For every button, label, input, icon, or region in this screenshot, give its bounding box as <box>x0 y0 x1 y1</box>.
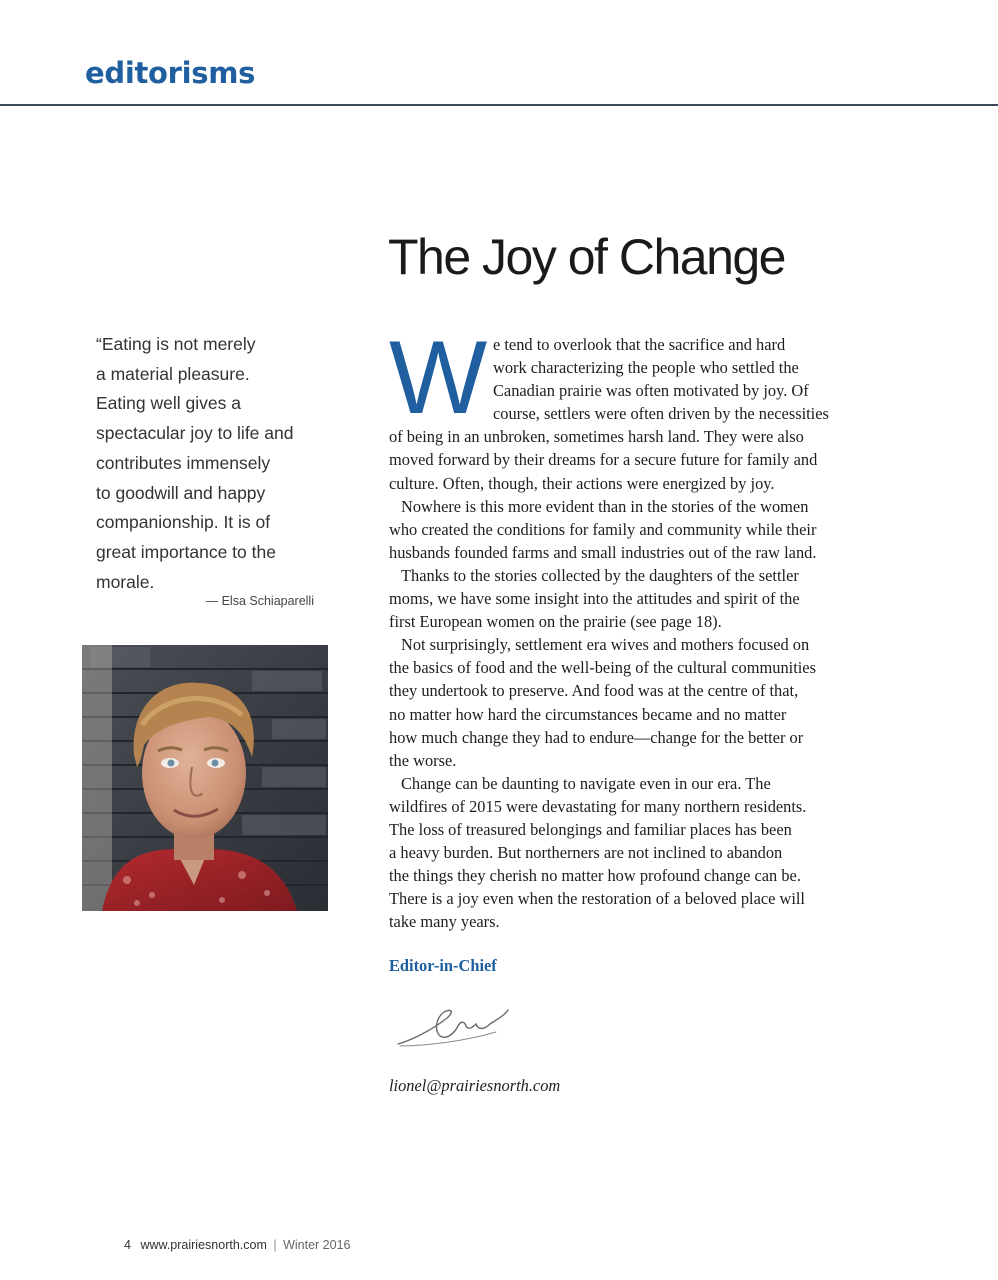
quote-line: to goodwill and happy <box>96 482 266 503</box>
body-line: The loss of treasured belongings and familiar places has been <box>389 819 792 839</box>
page-number: 4 <box>124 1238 131 1252</box>
body-line: who created the conditions for family and community while their <box>389 519 817 539</box>
quote-line: companionship. It is of <box>96 512 271 533</box>
body-line: first European women on the prairie (see page 18). <box>389 612 722 632</box>
page-footer <box>124 1238 351 1252</box>
body-line: e tend to overlook that the sacrifice and hard <box>493 335 786 354</box>
article-title: The Joy of Change <box>388 229 785 285</box>
quote-line: “Eating is not merely <box>96 334 256 354</box>
section-title: editorisms <box>85 56 256 90</box>
footer-separator: | <box>273 1238 277 1252</box>
footer-edition: Winter 2016 <box>283 1238 351 1252</box>
body-line: Canadian prairie was often motivated by joy. Of <box>493 381 809 401</box>
pull-quote <box>96 330 336 597</box>
body-line: they undertook to preserve. And food was at the centre of that, <box>389 681 799 701</box>
body-line: the worse. <box>389 750 457 770</box>
body-line: Nowhere is this more evident than in the stories of the women <box>401 496 809 516</box>
body-line: moved forward by their dreams for a secure future for family and <box>389 450 818 470</box>
body-line: of being in an unbroken, sometimes harsh land. They were also <box>389 427 804 447</box>
body-line: the things they cherish no matter how profound change can be. <box>389 866 801 886</box>
body-line: culture. Often, though, their actions were energized by joy. <box>389 473 775 493</box>
body-line: the basics of food and the well-being of the cultural communities <box>389 658 816 678</box>
body-line: take many years. <box>389 912 500 932</box>
quote-line: a material pleasure. <box>96 363 250 384</box>
body-line: no matter how hard the circumstances became and no matter <box>389 704 787 724</box>
body-line: wildfires of 2015 were devastating for many northern residents. <box>389 796 807 816</box>
body-line: how much change they had to endure—change for the better or <box>389 727 804 747</box>
body-line: moms, we have some insight into the attitudes and spirit of the <box>389 589 800 609</box>
body-line: course, settlers were often driven by the necessities <box>493 404 829 424</box>
signature-icon <box>392 996 516 1052</box>
body-line: Not surprisingly, settlement era wives and mothers focused on <box>401 635 810 655</box>
quote-line: contributes immensely <box>96 452 271 473</box>
body-line: a heavy burden. But northerners are not inclined to abandon <box>389 843 783 863</box>
footer-website: www.prairiesnorth.com <box>140 1238 267 1252</box>
editor-photo <box>82 645 328 911</box>
quote-attribution: — Elsa Schiaparelli <box>205 594 314 608</box>
body-line: Thanks to the stories collected by the daughters of the settler <box>401 565 799 585</box>
article-body <box>389 320 909 933</box>
body-line: work characterizing the people who settled the <box>493 358 799 378</box>
drop-cap: W <box>389 320 488 436</box>
body-line: Change can be daunting to navigate even in our era. The <box>401 773 771 793</box>
editor-portrait-image <box>82 645 328 911</box>
editor-email: lionel@prairiesnorth.com <box>389 1076 561 1095</box>
header-rule <box>0 104 998 106</box>
quote-line: great importance to the <box>96 541 276 562</box>
quote-line: Eating well gives a <box>96 393 241 414</box>
body-line: There is a joy even when the restoration of a beloved place will <box>389 889 805 909</box>
body-line: husbands founded farms and small industries out of the raw land. <box>389 542 817 562</box>
quote-line: spectacular joy to life and <box>96 423 294 444</box>
quote-line: morale. <box>96 571 155 592</box>
signoff-title: Editor-in-Chief <box>389 956 497 975</box>
